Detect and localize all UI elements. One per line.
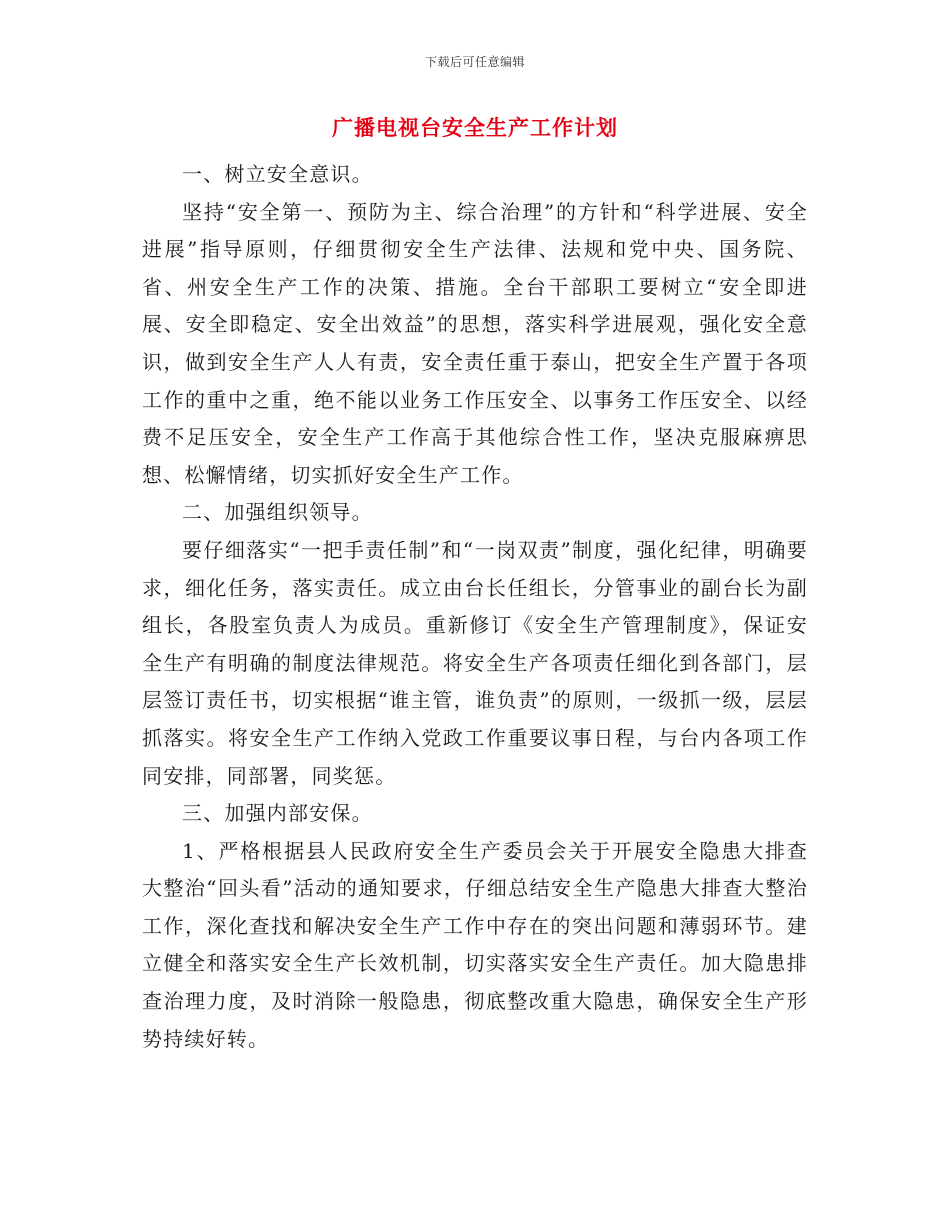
document-title: 广播电视台安全生产工作计划 xyxy=(332,115,618,140)
section-paragraph-2: 要仔细落实“一把手责任制”和“一岗双责”制度，强化纪律，明确要求，细化任务，落实责任。成立由台长任组长，分管事业的副台长为副组长，各股室负责人为成员。重新修订《安全生产管理制度》，保证安全生产有明确的制度法律规范。将安全生产各项责任细化到各部门，层层签订责任书，切实根据“谁主管，谁负责”的原则，一级抓一级，层层抓落实。将安全生产工作纳入党政工作重要议事日程，与台内各项工作同安排，同部署，同奖惩。 xyxy=(142,537,808,788)
header-note: 下载后可任意编辑 xyxy=(424,55,525,69)
section-paragraph-3: 1、严格根据县人民政府安全生产委员会关于开展安全隐患大排查大整治“回头看”活动的通知要求，仔细总结安全生产隐患大排查大整治工作，深化查找和解决安全生产工作中存在的突出问题和薄弱环节。建立健全和落实安全生产长效机制，切实落实安全生产责任。加大隐患排查治理力度，及时消除一般隐患，彻底整改重大隐患，确保安全生产形势持续好转。 xyxy=(142,838,808,1051)
section-heading-2: 二、加强组织领导。 xyxy=(182,500,373,525)
document-body xyxy=(142,156,808,1058)
section-heading-3: 三、加强内部安保。 xyxy=(182,801,373,826)
section-heading-1: 一、树立安全意识。 xyxy=(182,162,373,186)
section-paragraph-1: 坚持“安全第一、预防为主、综合治理”的方针和“科学进展、安全进展”指导原则，仔细贯彻安全生产法律、法规和党中央、国务院、省、州安全生产工作的决策、措施。全台干部职工要树立“安全即进展、安全即稳定、安全出效益”的思想，落实科学进展观，强化安全意识，做到安全生产人人有责，安全责任重于泰山，把安全生产置于各项工作的重中之重，绝不能以业务工作压安全、以事务工作压安全、以经费不足压安全，安全生产工作高于其他综合性工作，坚决克服麻痹思想、松懈情绪，切实抓好安全生产工作。 xyxy=(142,199,808,487)
